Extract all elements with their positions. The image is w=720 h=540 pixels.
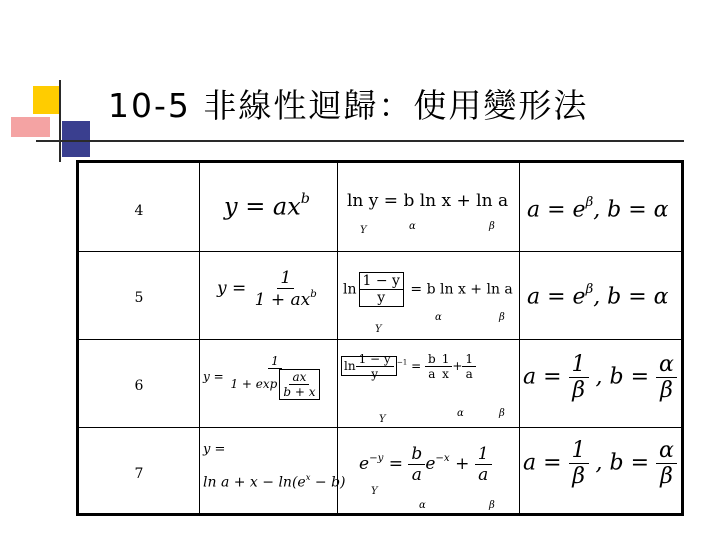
- title-accent-vertical-line: [59, 80, 61, 162]
- label-Y: Y: [360, 225, 367, 236]
- parameter-formula: a = $\frac{1}{\beta}$ , b = $\frac{\alpha}{\beta}$: [523, 352, 677, 403]
- table-row: [79, 339, 681, 428]
- label-beta: β: [499, 408, 505, 419]
- linear-transform: ln $\frac{1 - y}{y}$ = b ln x + ln a: [343, 273, 513, 306]
- row-index: 5: [134, 290, 144, 306]
- row-index: 6: [134, 378, 144, 394]
- table-row: [79, 163, 681, 251]
- model-formula: $y = ax^b$: [224, 191, 310, 221]
- linear-transform: ln y = b ln x + ln a: [347, 191, 509, 211]
- model-formula: y = 1 1 + exp $\frac{ax}{b + x}$: [203, 354, 323, 400]
- parameter-formula: $a = e^\beta$, b = α: [527, 282, 669, 310]
- table-row: [79, 427, 681, 514]
- label-alpha: α: [435, 312, 442, 323]
- label-Y: Y: [371, 486, 378, 497]
- title-accent-yellow: [33, 86, 61, 114]
- transform-table: [76, 160, 684, 516]
- label-Y: Y: [379, 414, 386, 425]
- model-formula: y = $\frac{1}{1 + ax^b}$: [217, 268, 317, 311]
- row-index: 7: [134, 466, 144, 482]
- title-accent-pink: [11, 117, 50, 137]
- linear-transform: ln $\frac{1 - y}{y}$ $^{-1}$ = $\frac{b}{a}$ $\frac{1}{x}$ + $\frac{1}{a}$: [341, 352, 476, 381]
- model-formula: $\ln a + x - \ln(e^x - b)$: [203, 472, 346, 491]
- parameter-formula: $a = e^\beta$, b = α: [527, 195, 669, 223]
- model-formula-lhs: y =: [203, 442, 226, 457]
- label-beta: β: [489, 500, 495, 511]
- slide-title: 10-5 非線性迴歸：使用變形法: [108, 86, 589, 125]
- title-underline: [36, 140, 684, 142]
- parameter-formula: a = $\frac{1}{\beta}$ , b = $\frac{\alpha}{\beta}$: [523, 438, 677, 489]
- table-row: [79, 251, 681, 340]
- label-alpha: α: [419, 500, 426, 511]
- title-accent-blue: [62, 121, 90, 157]
- label-alpha: α: [457, 408, 464, 419]
- label-alpha: α: [409, 221, 416, 232]
- label-beta: β: [499, 312, 505, 323]
- row-index: 4: [134, 203, 144, 219]
- label-Y: Y: [375, 324, 382, 335]
- linear-transform: $e^{-y}$ = $\frac{b}{a}$ $e^{-x}$ + $\frac{1}{a}$: [359, 444, 492, 485]
- label-beta: β: [489, 221, 495, 232]
